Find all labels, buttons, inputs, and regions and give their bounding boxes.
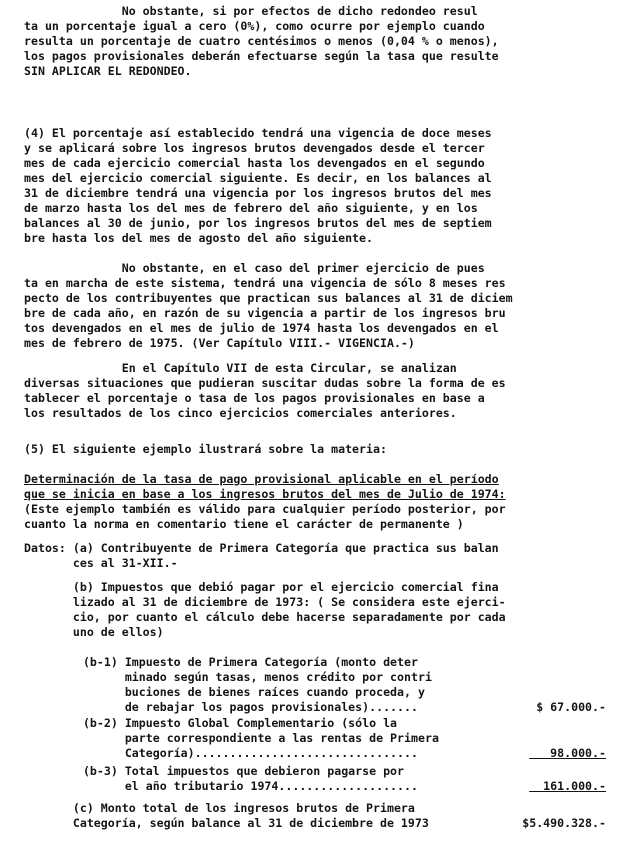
text-line: resulta un porcentaje de cuatro centésimos o menos (0,04 % o menos), bbox=[24, 34, 499, 48]
text-line: tablecer el porcentaje o tasa de los pagos provisionales en base a bbox=[24, 391, 485, 405]
text-line: mes del ejercicio comercial siguiente. Es decir, en los balances al bbox=[24, 171, 492, 185]
text-line: y se aplicará sobre los ingresos brutos devengados desde el tercer bbox=[24, 141, 485, 155]
text-line: parte correspondiente a las rentas de Primera bbox=[62, 731, 439, 745]
item-b3 bbox=[62, 764, 606, 794]
text-line: los resultados de los cinco ejercicios comerciales anteriores. bbox=[24, 406, 457, 420]
text-line: Categoría, según balance al 31 de diciembre de 1973 bbox=[24, 816, 429, 830]
data-item-a bbox=[24, 541, 606, 571]
text-line: (c) Monto total de los ingresos brutos de Primera bbox=[24, 801, 415, 815]
text-line: de rebajar los pagos provisionales)....... bbox=[62, 700, 418, 714]
text-line: No obstante, en el caso del primer ejercicio de pues bbox=[24, 261, 485, 275]
text-line: (b-3) Total impuestos que debieron pagarse por bbox=[62, 764, 405, 778]
amount-row bbox=[62, 700, 606, 715]
text-line: balances al 30 de junio, por los ingresos brutos del mes de septiem bbox=[24, 216, 492, 230]
amount-c: $5.490.328.- bbox=[522, 816, 606, 830]
text-line: SIN APLICAR EL REDONDEO. bbox=[24, 64, 192, 78]
paragraph-first-year bbox=[24, 261, 606, 351]
text-line: mes de cada ejercicio comercial hasta los devengados en el segundo bbox=[24, 156, 485, 170]
text-line: (b) Impuestos que debió pagar por el ejercicio comercial fina bbox=[24, 580, 499, 594]
amount-b1: $ 67.000.- bbox=[529, 700, 606, 714]
paragraph-chapter-reference bbox=[24, 361, 606, 421]
item-b2 bbox=[62, 716, 606, 761]
amount-row bbox=[62, 746, 606, 761]
text-line: tos devengados en el mes de julio de 1974 hasta los devengados en el bbox=[24, 321, 499, 335]
text-line: bre hasta los del mes de agosto del año siguiente. bbox=[24, 231, 374, 245]
text-line: No obstante, si por efectos de dicho redondeo resul bbox=[24, 4, 478, 18]
text-line: Categoría)................................ bbox=[62, 746, 418, 760]
text-line: (b-1) Impuesto de Primera Categoría (monto deter bbox=[62, 655, 418, 669]
heading-line: Determinación de la tasa de pago provisional aplicable en el período bbox=[24, 472, 499, 486]
data-item-c bbox=[24, 801, 606, 831]
text-line: ta en marcha de este sistema, tendrá una vigencia de sólo 8 meses res bbox=[24, 276, 506, 290]
amount-b3: 161.000.- bbox=[529, 779, 606, 793]
text-line: Datos: (a) Contribuyente de Primera Categoría que practica sus balan bbox=[24, 541, 499, 555]
text-line: cio, por cuanto el cálculo debe hacerse separadamente por cada bbox=[24, 610, 506, 624]
text-line: los pagos provisionales deberán efectuarse según la tasa que resulte bbox=[24, 49, 499, 63]
text-line: ta un porcentaje igual a cero (0%), como ocurre por ejemplo cuando bbox=[24, 19, 485, 33]
example-heading bbox=[24, 472, 606, 532]
amount-b2: 98.000.- bbox=[529, 746, 606, 760]
text-line: el año tributario 1974.................... bbox=[62, 779, 418, 793]
paragraph-5-title bbox=[24, 442, 606, 457]
paragraph-rounding-note bbox=[24, 4, 606, 79]
text-line: (4) El porcentaje así establecido tendrá una vigencia de doce meses bbox=[24, 126, 492, 140]
text-line: 31 de diciembre tendrá una vigencia por los ingresos brutos del mes bbox=[24, 186, 492, 200]
text-line: buciones de bienes raíces cuando proceda, y bbox=[62, 685, 425, 699]
text-line: mes de febrero de 1975. (Ver Capítulo VIII.- VIGENCIA.-) bbox=[24, 336, 415, 350]
text-line: En el Capítulo VII de esta Circular, se analizan bbox=[24, 361, 457, 375]
text-line: lizado al 31 de diciembre de 1973: ( Se considera este ejerci- bbox=[24, 595, 506, 609]
note-line: cuanto la norma en comentario tiene el carácter de permanente ) bbox=[24, 517, 464, 531]
text-line: ces al 31-XII.- bbox=[24, 556, 178, 570]
text-line: uno de ellos) bbox=[24, 625, 164, 639]
data-item-b bbox=[24, 580, 606, 640]
text-line: diversas situaciones que pudieran suscitar dudas sobre la forma de es bbox=[24, 376, 506, 390]
text-line: bre de cada año, en razón de su vigencia a partir de los ingresos bru bbox=[24, 306, 506, 320]
text-line: pecto de los contribuyentes que practican sus balances al 31 de diciem bbox=[24, 291, 513, 305]
text-line: minado según tasas, menos crédito por contri bbox=[62, 670, 432, 684]
text-line: (b-2) Impuesto Global Complementario (sólo la bbox=[62, 716, 398, 730]
amount-row bbox=[24, 816, 606, 831]
item-b1 bbox=[62, 655, 606, 715]
heading-line: que se inicia en base a los ingresos brutos del mes de Julio de 1974: bbox=[24, 487, 506, 501]
paragraph-4-validity bbox=[24, 126, 606, 246]
note-line: (Este ejemplo también es válido para cualquier período posterior, por bbox=[24, 502, 506, 516]
text-line: de marzo hasta los del mes de febrero del año siguiente, y en los bbox=[24, 201, 478, 215]
section-title: (5) El siguiente ejemplo ilustrará sobre la materia: bbox=[24, 442, 387, 456]
amount-row bbox=[62, 779, 606, 794]
